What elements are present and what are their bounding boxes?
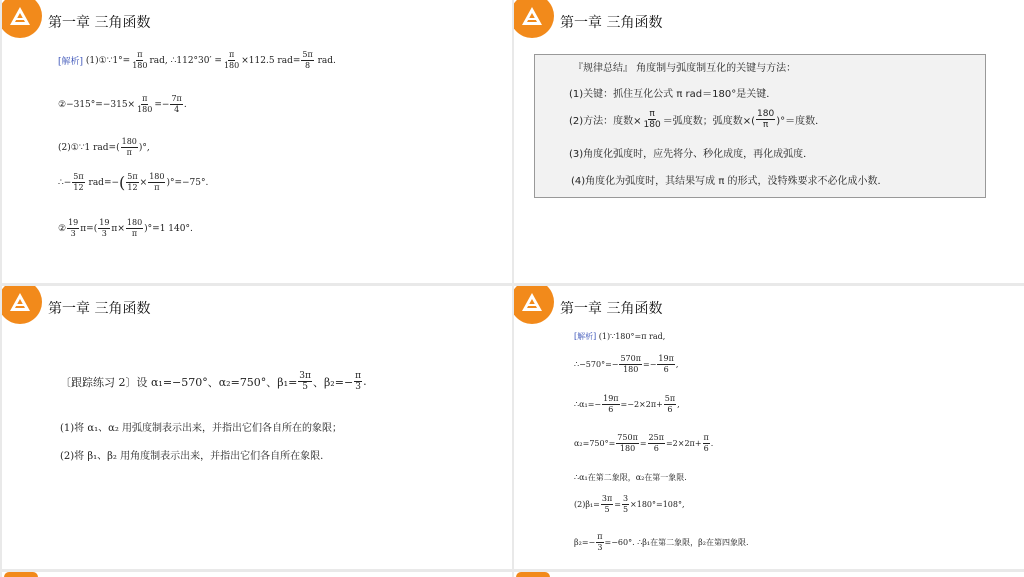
fraction: $\frac{\pi}{180}$	[223, 50, 240, 70]
fraction: $\frac{180}{\pi}$	[757, 109, 775, 130]
solution-line-3: ∴α₁=− $\frac{19\pi}{6}$ =−2×2π+ $\frac{5\pi}{6}$ ,	[574, 394, 680, 414]
fraction: $\frac{5\pi}{6}$	[664, 394, 676, 414]
fraction: $\frac{25\pi}{6}$	[648, 433, 664, 453]
fraction: $\frac{\pi}{180}$	[132, 50, 148, 70]
fraction: $\frac{7\pi}{4}$	[171, 94, 182, 114]
fraction: $\frac{5\pi}{12}$	[73, 172, 84, 192]
solution-line-4: α₂=750°= $\frac{750\pi}{180}$ = $\frac{25\pi}{6}$ =2×2π+ $\frac{\pi}{6}$ .	[574, 433, 714, 453]
fraction: $\frac{19}{3}$	[99, 218, 110, 238]
fraction: $\frac{180}{\pi}$	[149, 172, 165, 192]
solution-line-4: ∴− $\frac{5\pi}{12}$ rad=− ( $\frac{5\pi}{12}$ × $\frac{180}{\pi}$ )°=−75°.	[58, 172, 209, 192]
summary-item-3: (3)角度化弧度时，应先将分、秒化成度，再化成弧度．	[569, 149, 814, 160]
fraction: $\frac{3}{5}$	[622, 494, 629, 514]
analysis-label: [解析]	[58, 57, 84, 67]
analysis-label: [解析]	[574, 332, 597, 341]
fraction: $\frac{\pi}{3}$	[355, 371, 362, 392]
slide-1[interactable]	[2, 0, 512, 283]
practice-subquestion-1: (1)将 α₁、α₂ 用弧度制表示出来，并指出它们各自所在的象限；	[60, 423, 343, 434]
fraction: $\frac{5\pi}{12}$	[127, 172, 138, 192]
solution-line-2: ②−315°=−315× $\frac{\pi}{180}$ =− $\frac{7\pi}{4}$ .	[58, 94, 187, 114]
fraction: $\frac{19\pi}{6}$	[603, 394, 619, 414]
next-slide-thumbnail[interactable]	[2, 572, 512, 577]
fraction: $\frac{180}{\pi}$	[126, 218, 143, 238]
slide-title: 第一章 三角函数	[48, 15, 151, 31]
fraction: $\frac{570\pi}{180}$	[620, 354, 641, 374]
fraction: $\frac{3\pi}{5}$	[299, 371, 311, 392]
slide-3[interactable]	[2, 286, 512, 569]
practice-question: 〔跟踪练习 2〕设 α₁=−570°、α₂=750°、β₁= $\frac{3\pi}{5}$ 、β₂=− $\frac{\pi}{3}$ .	[60, 371, 367, 392]
solution-line-5: ∴α₁在第二象限，α₂在第一象限.	[574, 473, 687, 482]
solution-line-1: [解析] (1)∵180°=π rad,	[574, 332, 666, 341]
summary-item-1: (1)关键：抓住互化公式 π rad＝180°是关键．	[569, 89, 777, 100]
slide-title: 第一章 三角函数	[48, 301, 151, 317]
summary-item-2: (2)方法：度数× $\frac{\pi}{180}$ ＝弧度数；弧度数×( $\frac{180}{\pi}$ )°＝度数．	[569, 109, 826, 130]
fraction: $\frac{19\pi}{6}$	[658, 354, 674, 374]
summary-box	[534, 54, 986, 198]
fraction: $\frac{\pi}{180}$	[643, 109, 661, 130]
fraction: $\frac{180}{\pi}$	[121, 137, 137, 157]
slide-2[interactable]	[514, 0, 1024, 283]
slide-title: 第一章 三角函数	[560, 301, 663, 317]
triangle-logo-icon	[514, 0, 554, 38]
triangle-logo-icon	[514, 286, 554, 324]
solution-line-1: [解析] (1)①∵1°= $\frac{\pi}{180}$ rad, ∴112°30′ = $\frac{\pi}{180}$ ×112.5 rad= $\frac{5\pi}{8}$ rad.	[58, 50, 336, 70]
next-slide-thumbnail[interactable]	[514, 572, 1024, 577]
fraction: $\frac{5\pi}{8}$	[302, 50, 313, 70]
solution-line-7: β₂=− $\frac{\pi}{3}$ =−60°. ∴β₁在第二象限，β₂在第四象限.	[574, 532, 749, 552]
triangle-logo-icon	[2, 286, 42, 324]
slide-title: 第一章 三角函数	[560, 15, 663, 31]
slide-4[interactable]	[514, 286, 1024, 569]
solution-line-2: ∴−570°=− $\frac{570\pi}{180}$ =− $\frac{19\pi}{6}$ ,	[574, 354, 679, 374]
practice-subquestion-2: (2)将 β₁、β₂ 用角度制表示出来，并指出它们各自所在象限.	[60, 451, 324, 462]
solution-line-6: (2)β₁= $\frac{3\pi}{5}$ = $\frac{3}{5}$ ×180°=108°,	[574, 494, 685, 514]
fraction: $\frac{\pi}{180}$	[137, 94, 153, 114]
summary-item-4: (4)角度化为弧度时，其结果写成 π 的形式，没特殊要求不必化成小数．	[571, 176, 888, 187]
fraction: $\frac{750\pi}{180}$	[617, 433, 638, 453]
solution-line-3: (2)①∵1 rad=( $\frac{180}{\pi}$ )°,	[58, 137, 150, 157]
fraction: $\frac{\pi}{6}$	[703, 433, 709, 453]
fraction: $\frac{19}{3}$	[68, 218, 79, 238]
summary-heading: 『规律总结』 角度制与弧度制互化的关键与方法：	[573, 63, 797, 74]
triangle-logo-icon	[2, 0, 42, 38]
fraction: $\frac{\pi}{3}$	[597, 532, 603, 552]
solution-line-5: ② $\frac{19}{3}$ π=( $\frac{19}{3}$ π× $\frac{180}{\pi}$ )°=1 140°.	[58, 218, 193, 238]
fraction: $\frac{3\pi}{5}$	[601, 494, 613, 514]
